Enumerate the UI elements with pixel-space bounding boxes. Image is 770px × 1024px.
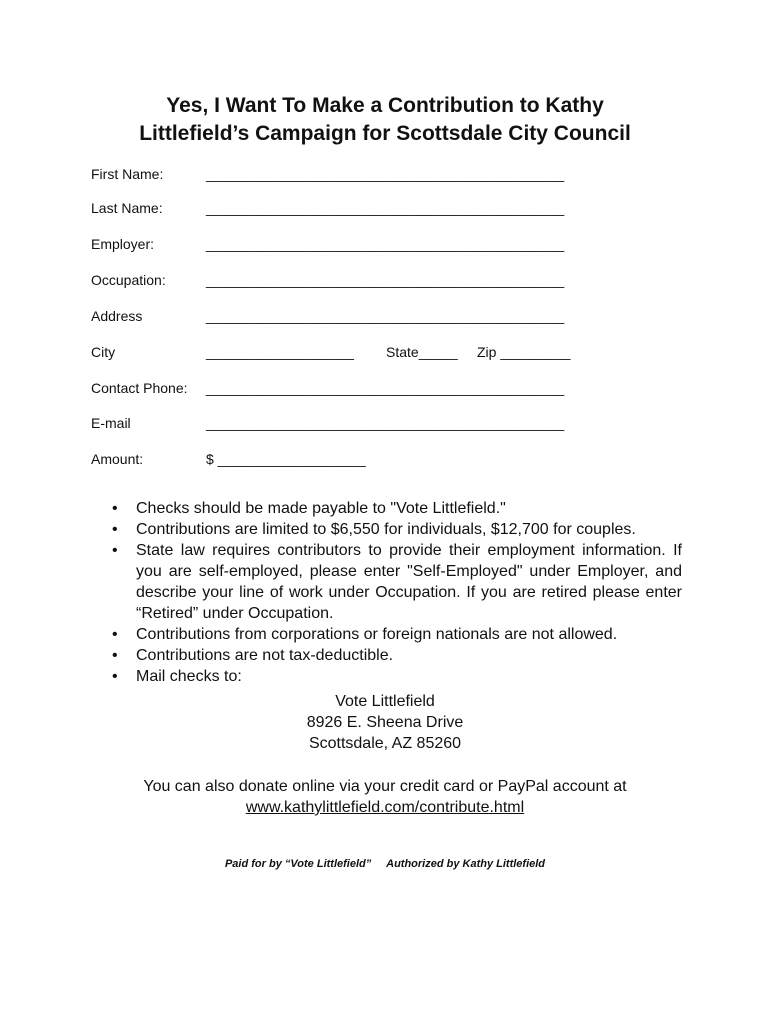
list-item-text: Checks should be made payable to "Vote Littlefield.": [136, 500, 506, 517]
list-item-text: Contributions from corporations or foreign nationals are not allowed.: [136, 626, 618, 643]
title-line-2: Littlefield’s Campaign for Scottsdale City Council: [139, 122, 631, 145]
email-field[interactable]: ______________________________________________: [206, 415, 565, 431]
list-item-text: Contributions are limited to $6,550 for individuals, $12,700 for couples.: [136, 521, 636, 538]
list-item: [108, 645, 682, 666]
bullet-icon: •: [112, 500, 118, 517]
occupation-field[interactable]: ______________________________________________: [206, 272, 565, 288]
list-item: [108, 666, 682, 687]
address-field[interactable]: ______________________________________________: [206, 308, 565, 324]
list-item-text: State law requires contributors to provide their employment information. If you are self-employed, please enter "Self-Employed" under Employer, and describe your line of work under Occupation. If you are retired please enter “Retired” under Occupation.: [136, 542, 682, 622]
city-field[interactable]: ___________________: [206, 344, 354, 360]
online-donation: [60, 776, 710, 818]
bullet-icon: •: [112, 668, 118, 685]
list-item: [108, 540, 682, 624]
footer-disclaimer: [60, 858, 710, 870]
instructions-list: [108, 498, 682, 687]
bullet-icon: •: [112, 521, 118, 538]
state-field[interactable]: State_____: [386, 344, 458, 360]
first-name-field[interactable]: ______________________________________________: [206, 166, 565, 182]
mailing-address: [245, 691, 525, 754]
list-item: [108, 498, 682, 519]
amount-label: Amount:: [91, 451, 144, 467]
contact-phone-field[interactable]: ______________________________________________: [206, 380, 565, 396]
online-donation-text: You can also donate online via your credit card or PayPal account at: [143, 778, 627, 795]
zip-field[interactable]: Zip _________: [477, 344, 571, 360]
email-label: E-mail: [91, 415, 131, 431]
occupation-label: Occupation:: [91, 272, 166, 288]
address-label: Address: [91, 308, 143, 324]
form-title: [60, 92, 710, 148]
last-name-label: Last Name:: [91, 200, 163, 216]
list-item: [108, 624, 682, 645]
address-city: Scottsdale, AZ 85260: [308, 735, 462, 752]
first-name-label: First Name:: [91, 166, 164, 182]
last-name-field[interactable]: ______________________________________________: [206, 200, 565, 216]
address-street: 8926 E. Sheena Drive: [306, 714, 464, 731]
contribute-link[interactable]: www.kathylittlefield.com/contribute.html: [245, 799, 525, 816]
address-name: Vote Littlefield: [335, 693, 435, 710]
list-item: [108, 519, 682, 540]
list-item-text: Contributions are not tax-deductible.: [136, 647, 394, 664]
list-item-text: Mail checks to:: [136, 668, 242, 685]
bullet-icon: •: [112, 542, 118, 559]
bullet-icon: •: [112, 647, 118, 664]
employer-label: Employer:: [91, 236, 155, 252]
authorized-text: Authorized by Kathy Littlefield: [386, 858, 546, 870]
paid-for-text: Paid for by “Vote Littlefield”: [224, 858, 372, 870]
title-line-1: Yes, I Want To Make a Contribution to Kathy: [166, 94, 604, 117]
employer-field[interactable]: ______________________________________________: [206, 236, 565, 252]
amount-field[interactable]: $ ___________________: [206, 451, 366, 467]
contact-phone-label: Contact Phone:: [91, 380, 188, 396]
city-label: City: [91, 344, 116, 360]
bullet-icon: •: [112, 626, 118, 643]
